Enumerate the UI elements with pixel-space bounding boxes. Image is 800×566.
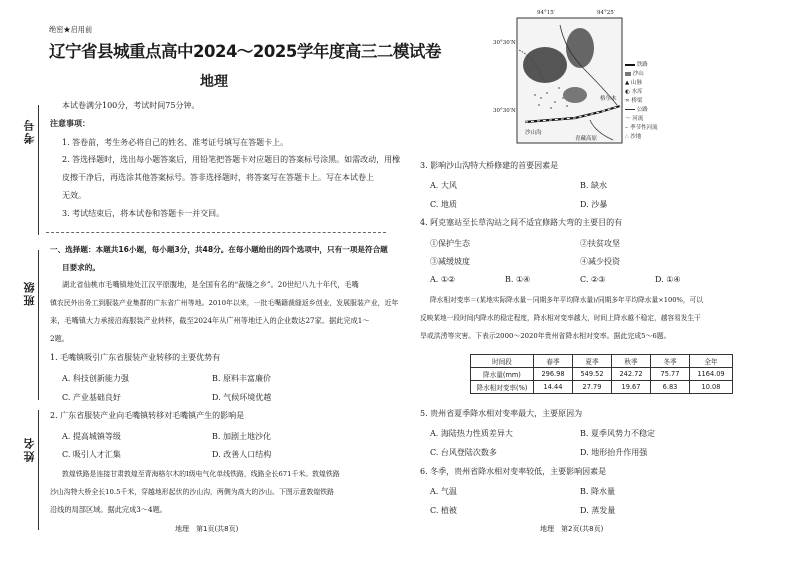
q4-item-3: ③减缓坡度 [430,257,470,266]
table-header: 秋季 [612,355,651,368]
q3-option-b[interactable]: B. 缺水 [580,181,607,190]
section-divider [46,232,386,233]
railway-map [493,10,685,150]
map-place-geermu: 格尔木 [600,96,617,102]
q4-item-1: ①保护生态 [430,239,470,248]
q3-option-a[interactable]: A. 大风 [430,181,457,190]
mountain-shape-1 [523,47,567,83]
passage1-line4: 2题。 [50,334,69,343]
table-cell: 296.98 [534,368,573,381]
q1-stem: 1. 毛嘴镇吸引广东省服装产业转移的主要优势有 [50,353,221,362]
q1-option-c[interactable]: C. 产业基础良好 [62,393,121,402]
q3-option-d[interactable]: D. 沙暴 [580,200,608,209]
q4-item-4: ④减少投资 [580,257,620,266]
name-line [38,410,39,530]
score-line: 本试卷满分100分，考试时间75分钟。 [62,101,200,110]
table-row [471,381,733,394]
q2-option-c[interactable]: C. 吸引人才汇集 [62,450,121,459]
passage2-line2: 沙山沟特大桥全长10.5千米，穿越地形起伏的沙山沟，两侧为高大的沙山。下图示意敦煌铁路 [50,488,335,496]
note-3: 3. 考试结束后，将本试卷和答题卡一并交回。 [62,209,225,218]
mountain-shape-2 [566,28,594,68]
table-header: 夏季 [573,355,612,368]
legend-reservoir: ◐ 水库 [625,89,643,95]
q4-item-2: ②扶贫攻坚 [580,239,620,248]
q6-option-a[interactable]: A. 气温 [430,487,457,496]
passage1-line1: 湖北省仙桃市毛嘴镇地处江汉平原腹地，是全国有名的“裁缝之乡”。20世纪八九十年代，毛嘴 [62,280,359,289]
exam-title: 辽宁省县城重点高中2024～2025学年度高三二模试卷 [49,42,441,61]
note-2b: 皮擦干净后，再选涂其他答案标号。答非选择题时，将答案写在答题卡上。写在本试卷上 [62,173,374,182]
q4-stem: 4. 阿克塞站至长草沟站之间不适宜修路大弯的主要目的有 [420,218,623,227]
q5-option-d[interactable]: D. 地形抬升作用强 [580,448,648,457]
q5-option-a[interactable]: A. 海陆热力性质差异大 [430,429,513,438]
map-place-plateau: 青藏高原 [575,136,598,142]
table-header: 全年 [690,355,733,368]
passage1-line2: 镇农民外出务工到服装产业集群的广东省广州等地。2010年以来，一批毛嘴籍裁缝返乡创业，发展服装产业，近年 [50,299,399,307]
legend-river: ～ 河流 [625,116,644,122]
table-cell: 10.08 [690,381,733,394]
note-2c: 无效。 [62,191,86,200]
passage1-line3: 来，毛嘴镇大力承接沿海服装产业转移，截至2024年从广州等地迁入的企业数达27家。据此完成1～ [50,316,370,325]
q2-option-d[interactable]: D. 改善人口结构 [212,450,272,459]
passage2-line1: 敦煌铁路是连接甘肃敦煌至青海格尔木的Ⅰ级电气化单线铁路，线路全长671千米。敦煌铁路 [62,470,340,478]
q4-option-d[interactable]: D. ①④ [655,275,681,284]
table-header: 春季 [534,355,573,368]
passage3-line2: 反映某地一段时间内降水的稳定程度，降水相对变率越大，时间上降水越不稳定，越容易发生干 [420,314,701,322]
table-row [471,368,733,381]
table-cell: 14.44 [534,381,573,394]
footer-right: 地理 第2页(共8页) [540,525,604,533]
legend-road: 公路 [625,105,648,113]
legend-bridge: ≍ 桥梁 [625,98,643,104]
table-cell: 242.72 [612,368,651,381]
mountain-shape-3 [563,87,587,103]
q2-option-b[interactable]: B. 加剧土地沙化 [212,432,271,441]
subject-title: 地理 [200,74,228,90]
q4-option-b[interactable]: B. ①④ [505,275,531,284]
passage3-line3: 旱或洪涝等灾害。下表示2000～2020年贵州省降水相对变率。据此完成5～6题。 [420,332,671,340]
q5-option-c[interactable]: C. 台风登陆次数多 [430,448,497,457]
section1-heading: 一、选择题：本题共16小题，每小题3分，共48分。在每小题给出的四个选项中，只有一项是符合题 [50,245,388,254]
exam-number-label: 考号 [23,118,36,144]
q6-option-d[interactable]: D. 蒸发量 [580,506,616,515]
table-cell: 降水相对变率(%) [471,381,534,394]
map-place-shashangou: 沙山沟 [525,130,542,136]
table-cell: 1164.09 [690,368,733,381]
exam-number-line [38,105,39,235]
q5-stem: 5. 贵州省夏季降水相对变率最大，主要原因为 [420,409,583,418]
notice-heading: 注意事项： [50,119,90,128]
table-cell: 549.52 [573,368,612,381]
table-header: 冬季 [651,355,690,368]
note-1: 1. 答卷前，考生务必将自己的姓名、准考证号填写在答题卡上。 [62,138,289,147]
table-cell: 6.83 [651,381,690,394]
passage2-line3: 沿线的局部区域。据此完成3～4题。 [50,505,167,514]
q6-stem: 6. 冬季，贵州省降水相对变率较低，主要影响因素是 [420,467,607,476]
name-label: 姓名 [23,436,36,462]
table-cell: 75.77 [651,368,690,381]
q1-option-d[interactable]: D. 气候环境优越 [212,393,272,402]
q3-stem: 3. 影响沙山沟特大桥修建的首要因素是 [420,161,559,170]
map-lat-top: 30°30′N [493,40,516,46]
section1-heading-2: 目要求的。 [62,263,100,272]
q4-option-c[interactable]: C. ②③ [580,275,606,284]
q6-option-b[interactable]: B. 降水量 [580,487,615,496]
table-cell: 27.79 [573,381,612,394]
table-cell: 19.67 [612,381,651,394]
confidential-mark: 绝密★启用前 [49,25,93,34]
legend-sand-mountain: 沙山 [625,69,644,77]
legend-mountain: ▲ 山脉 [625,80,642,86]
footer-left: 地理 第1页(共8页) [175,525,239,533]
table-header-row [471,355,733,368]
q3-option-c[interactable]: C. 地质 [430,200,457,209]
legend-seasonal-river: ┈ 季节性河流 [625,125,658,131]
q4-option-a[interactable]: A. ①② [430,275,456,284]
q5-option-b[interactable]: B. 夏季风势力不稳定 [580,429,655,438]
q1-option-b[interactable]: B. 原料丰富廉价 [212,374,271,383]
map-lon-right: 94°25′ [597,10,615,16]
q1-option-a[interactable]: A. 科技创新能力强 [62,374,129,383]
note-2: 2. 答选择题时，选出每小题答案后，用铅笔把答题卡对应题目的答案标号涂黑。如需改动，用橡 [62,155,401,164]
legend-sand: ∴ 沙地 [625,134,642,140]
map-lat-bottom: 30°30′N [493,108,516,114]
class-line [38,250,39,400]
map-lon-left: 94°15′ [537,10,555,16]
table-header: 时间段 [471,355,534,368]
q2-stem: 2. 广东省服装产业向毛嘴镇转移对毛嘴镇产生的影响是 [50,411,245,420]
q2-option-a[interactable]: A. 提高城镇等级 [62,432,121,441]
q6-option-c[interactable]: C. 植被 [430,506,457,515]
table-cell: 降水量(mm) [471,368,534,381]
class-label: 班级 [23,280,36,306]
passage3-line1: 降水相对变率＝(某地实际降水量－同期多年平均降水量)/同期多年平均降水量×100%，可以 [430,296,703,304]
legend-railway: 铁路 [625,60,648,68]
precipitation-table [470,354,733,394]
map-legend [625,60,685,155]
